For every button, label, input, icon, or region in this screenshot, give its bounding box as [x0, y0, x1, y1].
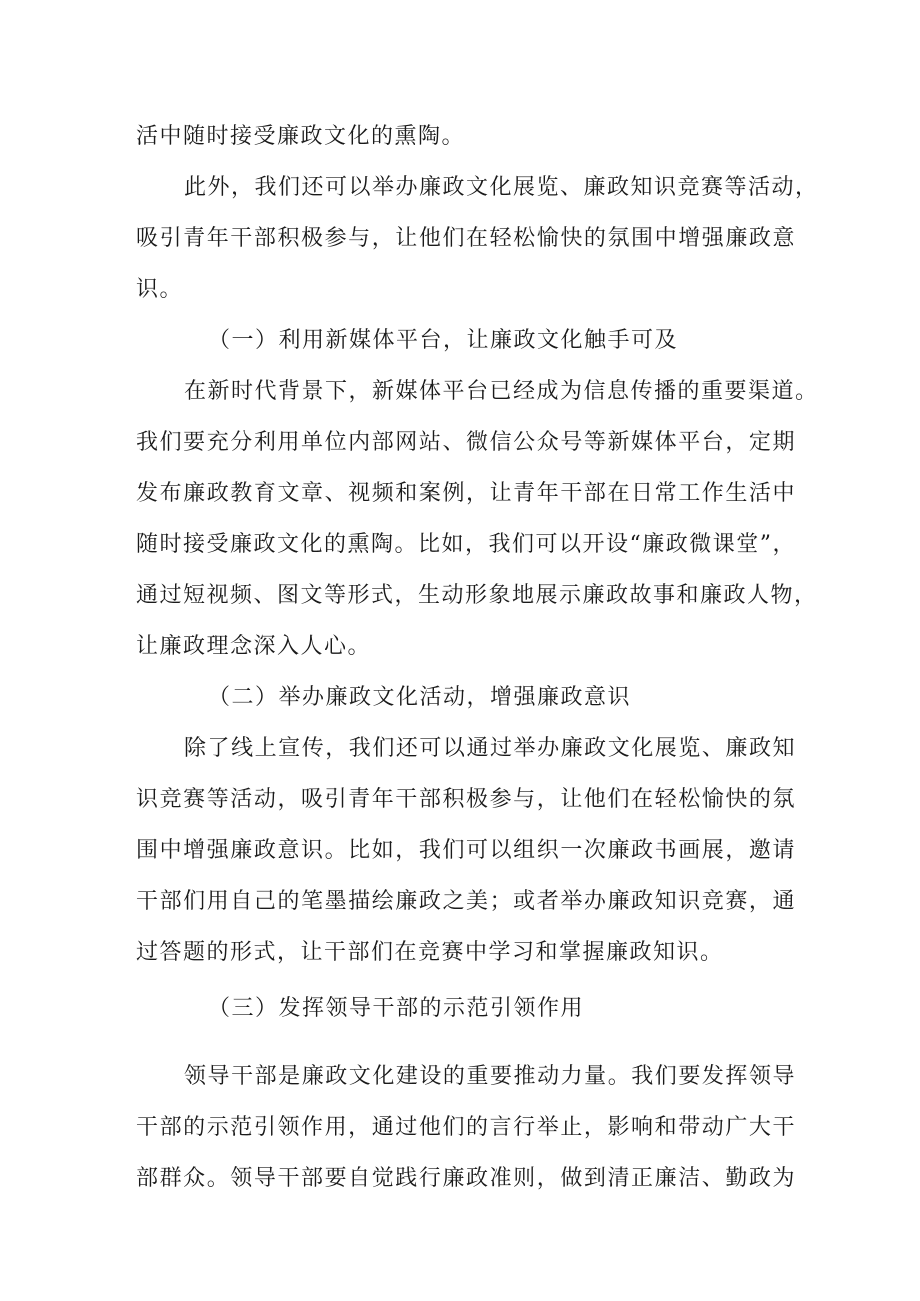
paragraph-first-line: 在新时代背景下，新媒体平台已经成为信息传播的重要渠道。: [184, 379, 819, 404]
text-line: 让廉政理念深入人心。: [136, 634, 372, 659]
text-line: 我们要充分利用单位内部网站、微信公众号等新媒体平台，定期: [136, 430, 796, 455]
text-line: 吸引青年干部积极参与，让他们在轻松愉快的氛围中增强廉政意: [136, 226, 796, 251]
text-line: 识竞赛等活动，吸引青年干部积极参与，让他们在轻松愉快的氛: [136, 787, 796, 812]
text-line: 活中随时接受廉政文化的熏陶。: [136, 124, 466, 149]
section-heading-1: （一）利用新媒体平台，让廉政文化触手可及: [208, 328, 679, 353]
text-line: 随时接受廉政文化的熏陶。比如，我们可以开设“廉政微课堂”，: [136, 532, 796, 557]
section-heading-3: （三）发挥领导干部的示范引领作用: [208, 996, 585, 1021]
section-heading-2: （二）举办廉政文化活动，增强廉政意识: [208, 685, 632, 710]
text-line: 通过短视频、图文等形式，生动形象地展示廉政故事和廉政人物，: [136, 583, 818, 608]
text-line: 干部的示范引领作用，通过他们的言行举止，影响和带动广大干: [136, 1115, 796, 1140]
paragraph-first-line: 除了线上宣传，我们还可以通过举办廉政文化展览、廉政知: [184, 736, 796, 761]
text-line: 部群众。领导干部要自觉践行廉政准则，做到清正廉洁、勤政为: [136, 1166, 796, 1191]
paragraph-first-line: 领导干部是廉政文化建设的重要推动力量。我们要发挥领导: [184, 1064, 796, 1089]
text-line: 识。: [136, 277, 184, 302]
text-line: 发布廉政教育文章、视频和案例，让青年干部在日常工作生活中: [136, 481, 796, 506]
text-line: 围中增强廉政意识。比如，我们可以组织一次廉政书画展，邀请: [136, 838, 796, 863]
paragraph-first-line: 此外，我们还可以举办廉政文化展览、廉政知识竞赛等活动，: [184, 175, 819, 200]
text-line: 干部们用自己的笔墨描绘廉政之美；或者举办廉政知识竞赛，通: [136, 889, 796, 914]
text-line: 过答题的形式，让干部们在竞赛中学习和掌握廉政知识。: [136, 940, 724, 965]
